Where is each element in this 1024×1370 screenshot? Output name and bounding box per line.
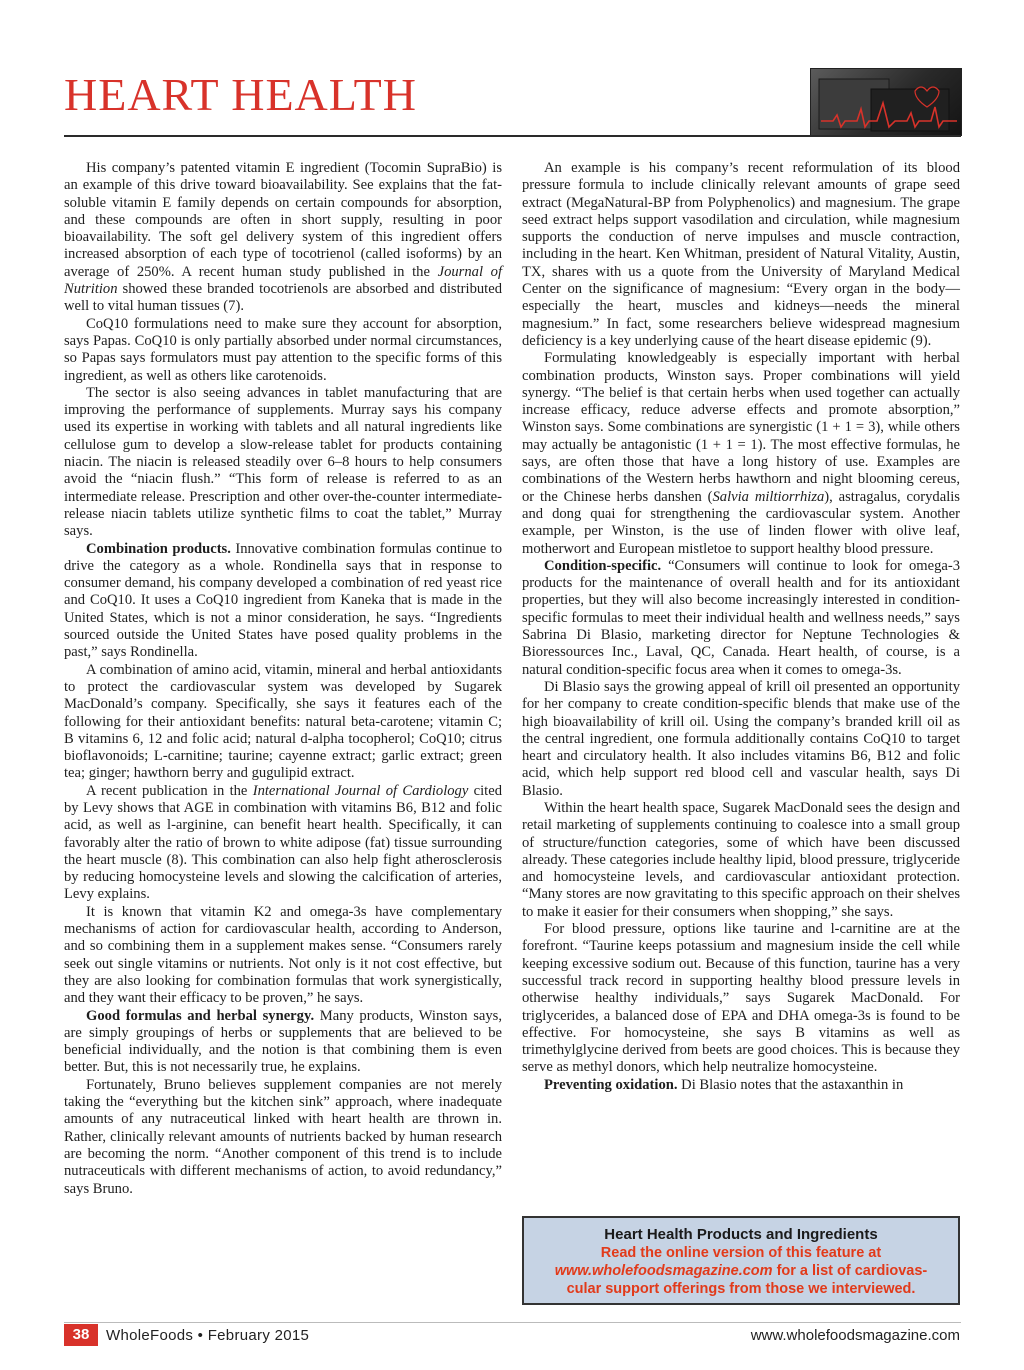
paragraph: For blood pressure, options like taurine and l-carnitine are at the forefront. “Taurine keeps potassium and magnesium inside the cell while keeping excessive sodium out. Because of this function, taurine has a very successful track record in supporting healthy blood pressure levels in otherwise healthy individuals,” says Sugarek MacDonald. For triglycerides, a balanced dose of EPA and DHA omega-3s is found to be effective. For homocysteine, she says B vitamins as well as trimethylglycine derived from beets are good choices. This is because they serve as methyl donors, which help neutralize homocysteine. — [522, 921, 960, 1076]
sidebar-line: Read the online version of this feature at — [600, 1245, 882, 1261]
left-column — [64, 160, 502, 1198]
paragraph: It is known that vitamin K2 and omega-3s have complementary mechanisms of action for cardiovascular health, according to Anderson, and so combining them in a supplement makes sense. “Consumers rarely seek out single vitamins or nutrients. Not only is it not cost effective, but they are also looking for combination formulas that work synergistically, and they want their efficacy to be proven,” he says. — [64, 903, 502, 1007]
paragraph: The sector is also seeing advances in tablet manufacturing that are improving the performance of supplements. Murray says his company used its expertise in working with tablets and all natural ingredients like cellulose gum to develop a slow-release tablet for products containing niacin. The niacin is released steadily over 6–8 hours to help consumers avoid the “niacin flush.” “This form of release is referred to as an intermediate release. Prescription and other over-the-counter intermediate-release niacin tablets utilize synthetic films to coat the tablet,” Murray says. — [64, 384, 502, 540]
paragraph: Good formulas and herbal synergy. Many products, Winston says, are simply groupings of herbs or supplements that are believed to be beneficial individually, and the notion is that combining them is even better. But, this is not necessarily true, he explains. — [64, 1007, 502, 1076]
sidebar-title: Heart Health Products and Ingredients — [604, 1226, 878, 1243]
header-rule — [64, 135, 961, 137]
footer-rule — [64, 1322, 961, 1323]
journal-title: Journal of Nutrition — [64, 263, 502, 298]
journal-title: International Journal of Cardiology — [252, 782, 469, 799]
paragraph: CoQ10 formulations need to make sure they account for absorption, says Papas. CoQ10 is only partially absorbed under normal circumstances, so Papas says formulators must pay attention to the specific forms of this ingredient, as well as others like carotenoids. — [64, 315, 502, 384]
page-number: 38 — [64, 1324, 98, 1346]
paragraph: Combination products. Innovative combination formulas continue to drive the category as a whole. Rondinella says that in response to consumer demand, his company developed a combination of red yeast rice and CoQ10. It uses a CoQ10 ingredient from Kaneka that is made in the United States, which is not a minor consideration, he says. “Ingredients sourced outside the United States have posed quality problems in the past,” says Rondinella. — [64, 540, 502, 661]
subhead: Condition-specific. — [544, 557, 662, 574]
paragraph: Formulating knowledgeably is especially important with herbal combination products, Winston says. Proper combinations will yield synergy. “The belief is that certain herbs when used together can actually increase efficacy, reduce adverse effects and promote absorption,” Winston says. Some combinations are synergistic (1 + 1 = 3), while others may actually be antagonistic (1 + 1 = 1). The most effective formulas, he says, are often those that have a long history of use. Examples are combinations of the Western herbs hawthorn and night blooming cereus, or the Chinese herbs danshen (Salvia miltiorrhiza), astragalus, corydalis and dong quai for strengthening the cardiovascular system. Another example, per Winston, is the use of linden flower with olive leaf, motherwort and European mistletoe to support healthy blood pressure. — [522, 350, 960, 557]
latin-name: Salvia miltiorrhiza — [712, 488, 825, 505]
sidebar-link[interactable]: www.wholefoodsmagazine.com — [554, 1263, 773, 1279]
issue-label: WholeFoods • February 2015 — [106, 1327, 310, 1344]
paragraph: Preventing oxidation. Di Blasio notes that the astaxanthin in — [544, 1076, 904, 1093]
paragraph: A combination of amino acid, vitamin, mineral and herbal antioxidants to protect the cardiovascular system was developed by Sugarek MacDonald’s company. Specifically, she says it features each of the following for their antioxidant benefits: natural beta-carotene; vitamin C; B vitamins 6, 12 and folic acid; natural d-alpha tocopherol; CoQ10; citrus bioflavonoids; L-carnitine; taurine; cayenne extract; garlic extract; green tea; ginger; hawthorn berry and gugulipid extract. — [64, 661, 502, 782]
heart-monitor-graphic — [810, 68, 962, 136]
paragraph: Within the heart health space, Sugarek MacDonald sees the design and retail marketing of supplements continuing to coalesce into a small group of structure/function categories, some of which have been discussed already. These categories include healthy lipid, blood pressure, triglyceride and homocysteine levels, and cardiovascular antioxidant protection. “Many stores are now gravitating to this specific approach on their shelves to make it easier for their consumers when shopping,” she says. — [522, 799, 960, 920]
website-link[interactable]: www.wholefoodsmagazine.com — [750, 1327, 960, 1344]
paragraph: Condition-specific. “Consumers will continue to look for omega-3 products for the maintenance of overall health and for its antioxidant properties, but they will also become increasingly interested in condition-specific formulas to meet their individual health and wellness needs,” says Sabrina Di Blasio, marketing director for Neptune Technologies & Bioressources Inc., Laval, QC, Canada. Heart health, of course, is a natural condition-specific focus area when it comes to omega-3s. — [522, 557, 960, 678]
paragraph: Fortunately, Bruno believes supplement companies are not merely taking the “everything but the kitchen sink” approach, where inadequate amounts of any nutraceutical linked with heart health are thrown in. Rather, clinically relevant amounts of nutrients backed by human research are becoming the norm. “Another component of this trend is to include nutraceuticals with different mechanisms of action, to avoid redundancy,” says Bruno. — [64, 1076, 502, 1197]
section-title: HEART HEALTH — [64, 69, 417, 120]
right-column — [522, 160, 960, 1094]
sidebar-box — [522, 1216, 960, 1305]
paragraph: A recent publication in the International Journal of Cardiology cited by Levy shows that AGE in combination with vitamins B6, B12 and folic acid, as well as l-arginine, can benefit heart health. Specifically, it can favorably alter the ratio of brown to white adipose (fat) tissue surrounding the heart muscle (8). This combination can also help fight atherosclerosis by reducing homocysteine levels and slowing the calcification of arteries, Levy explains. — [64, 782, 502, 903]
ekg-line-icon — [811, 69, 961, 135]
subhead: Combination products. — [86, 540, 231, 557]
paragraph: Di Blasio says the growing appeal of krill oil presented an opportunity for her company to create condition-specific blends that make use of the high bioavailability of krill oil. Using the company’s branded krill oil as the central ingredient, one formula additionally contains CoQ10 to target heart and circulatory health. It also includes vitamins B6, B12 and folic acid, which help support red blood cell and vascular health, says Di Blasio. — [522, 678, 960, 799]
paragraph: His company’s patented vitamin E ingredient (Tocomin SupraBio) is an example of this drive toward bioavailability. See explains that the fat-soluble vitamin E family depends on certain compounds for absorption, and these compounds are often in short supply, resulting in poor bioavailability. The soft gel delivery system of this ingredient offers increased absorption of each type of tocotrienol (called isoforms) by an average of 250%. A recent human study published in the Journal of Nutrition showed these branded tocotrienols are absorbed and distributed well to vital human tissues (7). — [64, 160, 502, 315]
subhead: Preventing oxidation. — [544, 1076, 678, 1093]
paragraph: An example is his company’s recent reformulation of its blood pressure formula to include clinically relevant amounts of grape seed extract (MegaNatural-BP from Polyphenolics) and magnesium. The grape seed extract helps support vasodilation and circulation, while magnesium supports the conduction of nerve impulses and muscle contraction, including in the heart. Ken Whitman, president of Natural Vitality, Austin, TX, shares with us a quote from the University of Maryland Medical Center on the significance of magnesium: “Every organ in the body—especially the heart, muscles and kidneys—needs the mineral magnesium.” In fact, some researchers believe widespread magnesium deficiency is a key underlying cause of the heart disease epidemic (9). — [522, 160, 960, 349]
subhead: Good formulas and herbal synergy. — [86, 1007, 315, 1024]
sidebar-line: cular support offerings from those we interviewed. — [566, 1281, 916, 1297]
sidebar-line: www.wholefoodsmagazine.com for a list of cardiovas- — [554, 1263, 928, 1279]
